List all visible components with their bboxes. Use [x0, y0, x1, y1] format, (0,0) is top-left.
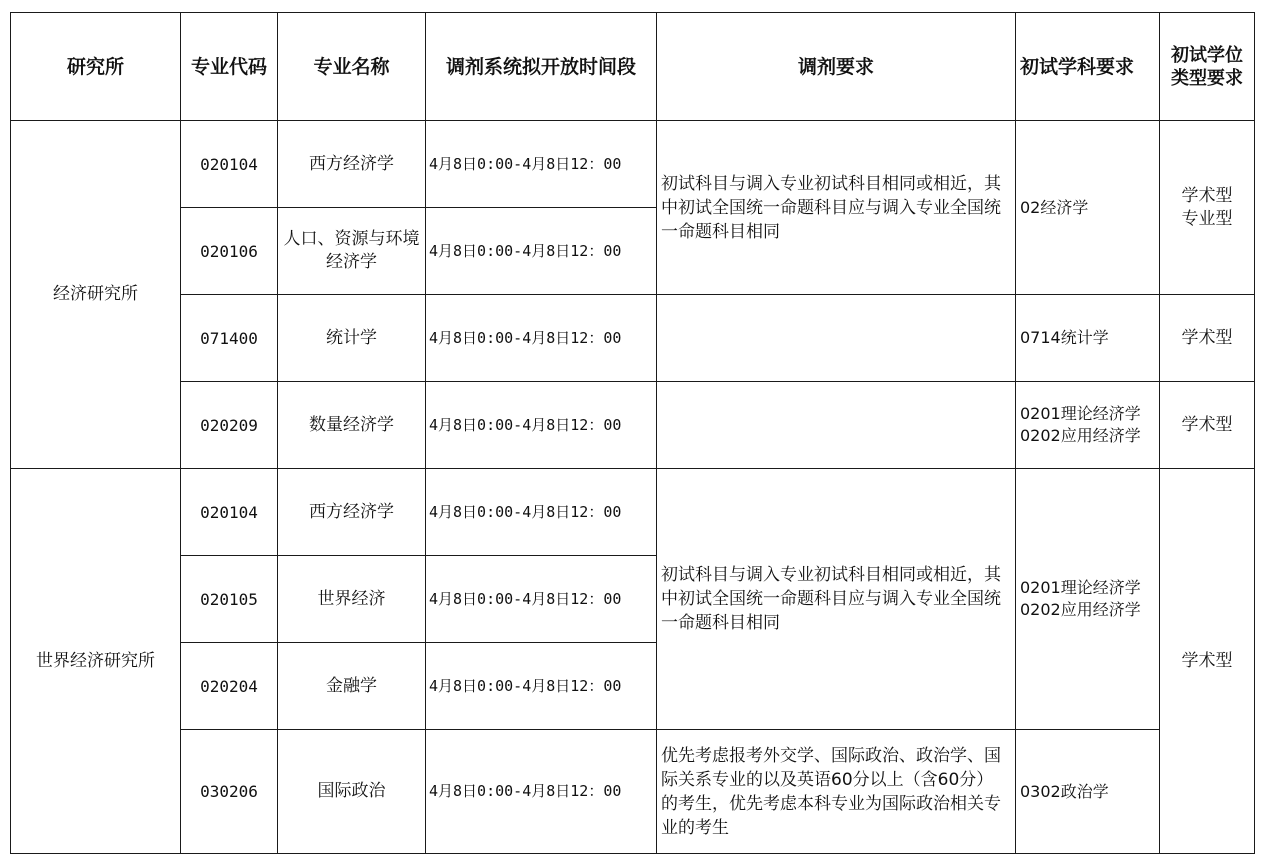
major-code: 030206: [181, 730, 278, 854]
open-period: 4月8日0:00-4月8日12：00: [426, 469, 657, 556]
major-code: 020105: [181, 556, 278, 643]
subject-line: 0201理论经济学: [1020, 578, 1141, 597]
header-subject-requirement: 初试学科要求: [1016, 13, 1160, 121]
subject-requirement: 0714统计学: [1016, 295, 1160, 382]
table-row: [11, 730, 1255, 854]
requirement-text-empty: [657, 295, 1016, 382]
requirement-text: 初试科目与调入专业初试科目相同或相近，其中初试全国统一命题科目应与调入专业全国统一命题科目相同: [657, 121, 1016, 295]
major-name: 统计学: [278, 295, 426, 382]
requirement-text: 优先考虑报考外交学、国际政治、政治学、国际关系专业的以及英语60分以上（含60分）的考生，优先考虑本科专业为国际政治相关专业的考生: [657, 730, 1016, 854]
subject-line: 0202应用经济学: [1020, 600, 1141, 619]
major-code: 020204: [181, 643, 278, 730]
subject-line: 0201理论经济学: [1020, 404, 1141, 423]
subject-requirement: [1016, 382, 1160, 469]
requirement-text: 初试科目与调入专业初试科目相同或相近，其中初试全国统一命题科目应与调入专业全国统一命题科目相同: [657, 469, 1016, 730]
open-period: 4月8日0:00-4月8日12：00: [426, 556, 657, 643]
subject-requirement: 0302政治学: [1016, 730, 1160, 854]
open-period: 4月8日0:00-4月8日12：00: [426, 730, 657, 854]
requirement-text-empty: [657, 382, 1016, 469]
adjustment-table: [10, 12, 1255, 854]
major-name: 人口、资源与环境经济学: [278, 208, 426, 295]
degree-type-line: 学术型: [1181, 185, 1233, 206]
major-name: 西方经济学: [278, 469, 426, 556]
major-code: 020209: [181, 382, 278, 469]
degree-type: 学术型: [1160, 469, 1255, 854]
major-name: 世界经济: [278, 556, 426, 643]
open-period: 4月8日0:00-4月8日12：00: [426, 121, 657, 208]
table-row: [11, 382, 1255, 469]
institute-cell: 经济研究所: [11, 121, 181, 469]
header-degree-type: 初试学位类型要求: [1160, 13, 1255, 121]
header-requirements: 调剂要求: [657, 13, 1016, 121]
header-institute: 研究所: [11, 13, 181, 121]
subject-requirement: 02经济学: [1016, 121, 1160, 295]
subject-line: 0202应用经济学: [1020, 426, 1141, 445]
major-name: 金融学: [278, 643, 426, 730]
major-code: 020106: [181, 208, 278, 295]
degree-type-line: 专业型: [1181, 208, 1233, 229]
header-open-period: 调剂系统拟开放时间段: [426, 13, 657, 121]
major-name: 西方经济学: [278, 121, 426, 208]
table-row: [11, 295, 1255, 382]
subject-requirement: [1016, 469, 1160, 730]
open-period: 4月8日0:00-4月8日12：00: [426, 382, 657, 469]
major-name: 国际政治: [278, 730, 426, 854]
major-code: 020104: [181, 121, 278, 208]
header-major-name: 专业名称: [278, 13, 426, 121]
header-major-code: 专业代码: [181, 13, 278, 121]
open-period: 4月8日0:00-4月8日12：00: [426, 643, 657, 730]
table-row: [11, 121, 1255, 208]
open-period: 4月8日0:00-4月8日12：00: [426, 208, 657, 295]
institute-cell: 世界经济研究所: [11, 469, 181, 854]
major-code: 020104: [181, 469, 278, 556]
degree-type: [1160, 121, 1255, 295]
header-row: [11, 13, 1255, 121]
degree-type: 学术型: [1160, 295, 1255, 382]
major-code: 071400: [181, 295, 278, 382]
open-period: 4月8日0:00-4月8日12：00: [426, 295, 657, 382]
table-row: [11, 469, 1255, 556]
degree-type: 学术型: [1160, 382, 1255, 469]
major-name: 数量经济学: [278, 382, 426, 469]
